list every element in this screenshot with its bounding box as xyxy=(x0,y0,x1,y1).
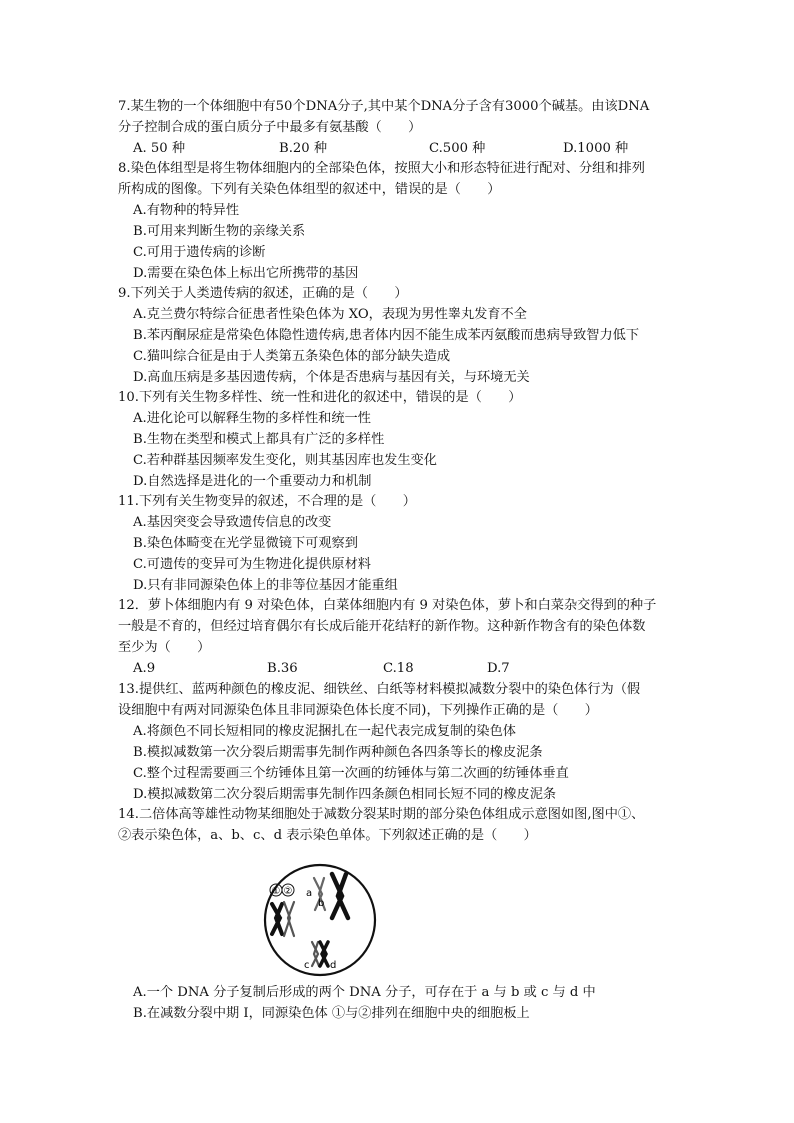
question-10-option-d: D.自然选择是进化的一个重要动力和机制 xyxy=(133,474,372,489)
question-13 xyxy=(118,679,678,805)
question-9 xyxy=(118,283,678,388)
question-14-options xyxy=(118,982,678,1024)
question-8-option-d: D.需要在染色体上标出它所携带的基因 xyxy=(133,266,359,281)
question-8-option-b: B.可用来判断生物的亲缘关系 xyxy=(133,224,306,239)
question-8-stem-line-2: 所构成的图像。下列有关染色体组型的叙述中，错误的是（ ） xyxy=(118,182,501,197)
question-7 xyxy=(118,96,678,159)
label-2: ② xyxy=(283,886,293,897)
question-12-option-a: A.9 xyxy=(133,661,156,676)
question-10-stem: 10.下列有关生物多样性、统一性和进化的叙述中，错误的是（ ） xyxy=(118,390,522,405)
question-13-option-a: A.将颜色不同长短相同的橡皮泥捆扎在一起代表完成复制的染色体 xyxy=(133,724,516,739)
question-8 xyxy=(118,158,678,284)
question-7-option-c: C.500 种 xyxy=(429,141,486,156)
chromosome-diagram xyxy=(262,862,378,978)
question-14-stem-line-2: ②表示染色体，a、b、c、d 表示染色单体。下列叙述正确的是（ ） xyxy=(118,828,537,843)
question-13-option-d: D.模拟减数第二次分裂后期需事先制作四条颜色相同长短不同的橡皮泥条 xyxy=(133,787,557,802)
question-14-option-a: A.一个 DNA 分子复制后形成的两个 DNA 分子，可存在于 a 与 b 或 c 与 d 中 xyxy=(133,985,596,1000)
question-7-options xyxy=(118,138,678,159)
question-12-option-b: B.36 xyxy=(267,661,298,676)
question-11-option-c: C.可遗传的变异可为生物进化提供原材料 xyxy=(133,557,371,572)
question-12-option-d: D.7 xyxy=(487,661,510,676)
question-10 xyxy=(118,387,678,492)
question-12-stem-line-2: 一般是不育的，但经过培育偶尔有长成后能开花结籽的新作物。这种新作物含有的染色体数 xyxy=(118,619,646,634)
question-7-stem-line-1: 7.某生物的一个体细胞中有50个DNA分子,其中某个DNA分子含有3000个碱基。由该DNA xyxy=(118,99,650,114)
question-10-option-c: C.若种群基因频率发生变化，则其基因库也发生变化 xyxy=(133,453,437,468)
question-9-option-b: B.苯丙酮尿症是常染色体隐性遗传病,患者体内因不能生成苯丙氨酸而患病导致智力低下 xyxy=(133,328,640,343)
label-c: c xyxy=(304,960,310,971)
question-13-option-c: C.整个过程需要画三个纺锤体且第一次画的纺锤体与第二次画的纺锤体垂直 xyxy=(133,766,569,781)
question-12-options xyxy=(118,658,678,679)
question-12-stem-line-3: 至少为（ ） xyxy=(118,640,211,655)
question-8-option-c: C.可用于遗传病的诊断 xyxy=(133,245,266,260)
question-11-option-d: D.只有非同源染色体上的非等位基因才能重组 xyxy=(133,578,398,593)
question-10-option-b: B.生物在类型和模式上都具有广泛的多样性 xyxy=(133,432,385,447)
question-13-option-b: B.模拟减数第一次分裂后期需事先制作两种颜色各四条等长的橡皮泥条 xyxy=(133,745,543,760)
question-10-option-a: A.进化论可以解释生物的多样性和统一性 xyxy=(133,411,371,426)
question-14-stem-line-1: 14.二倍体高等雄性动物某细胞处于减数分裂某时期的部分染色体组成示意图如图,图中①、 xyxy=(118,807,645,822)
question-9-option-c: C.猫叫综合征是由于人类第五条染色体的部分缺失造成 xyxy=(133,349,451,364)
label-d: d xyxy=(330,960,337,971)
question-7-option-d: D.1000 种 xyxy=(563,141,629,156)
question-7-option-b: B.20 种 xyxy=(279,141,328,156)
question-12-option-c: C.18 xyxy=(383,661,414,676)
question-12-stem-line-1: 12．萝卜体细胞内有 9 对染色体，白菜体细胞内有 9 对染色体，萝卜和白菜杂交得到的种子 xyxy=(118,598,657,613)
question-9-option-a: A.克兰费尔特综合征患者性染色体为 XO，表现为男性睾丸发育不全 xyxy=(133,307,527,322)
question-11-option-b: B.染色体畸变在光学显微镜下可观察到 xyxy=(133,536,358,551)
question-13-stem-line-2: 设细胞中有两对同源染色体且非同源染色体长度不同)，下列操作正确的是（ ） xyxy=(118,703,598,718)
question-8-stem-line-1: 8.染色体组型是将生物体细胞内的全部染色体，按照大小和形态特征进行配对、分组和排列 xyxy=(118,161,645,176)
label-b: b xyxy=(318,898,325,909)
question-13-stem-line-1: 13.提供红、蓝两种颜色的橡皮泥、细铁丝、白纸等材料模拟减数分裂中的染色体行为（假 xyxy=(118,682,641,697)
question-11 xyxy=(118,491,678,596)
question-11-option-a: A.基因突变会导致遗传信息的改变 xyxy=(133,515,332,530)
question-14-option-b: B.在减数分裂中期 I，同源染色体 ①与②排列在细胞中央的细胞板上 xyxy=(133,1006,530,1021)
question-8-option-a: A.有物种的特异性 xyxy=(133,203,240,218)
label-1: ① xyxy=(271,886,281,897)
question-7-option-a: A. 50 种 xyxy=(133,141,186,156)
question-11-stem: 11.下列有关生物变异的叙述，不合理的是（ ） xyxy=(118,494,416,509)
label-a: a xyxy=(306,888,313,899)
question-7-stem-line-2: 分子控制合成的蛋白质分子中最多有氨基酸（ ） xyxy=(118,120,422,135)
question-12 xyxy=(118,595,678,679)
question-9-option-d: D.高血压病是多基因遗传病，个体是否患病与基因有关，与环境无关 xyxy=(133,370,530,385)
question-9-stem: 9.下列关于人类遗传病的叙述，正确的是（ ） xyxy=(118,286,408,301)
cell-membrane-circle xyxy=(265,865,375,975)
question-14 xyxy=(118,804,678,846)
